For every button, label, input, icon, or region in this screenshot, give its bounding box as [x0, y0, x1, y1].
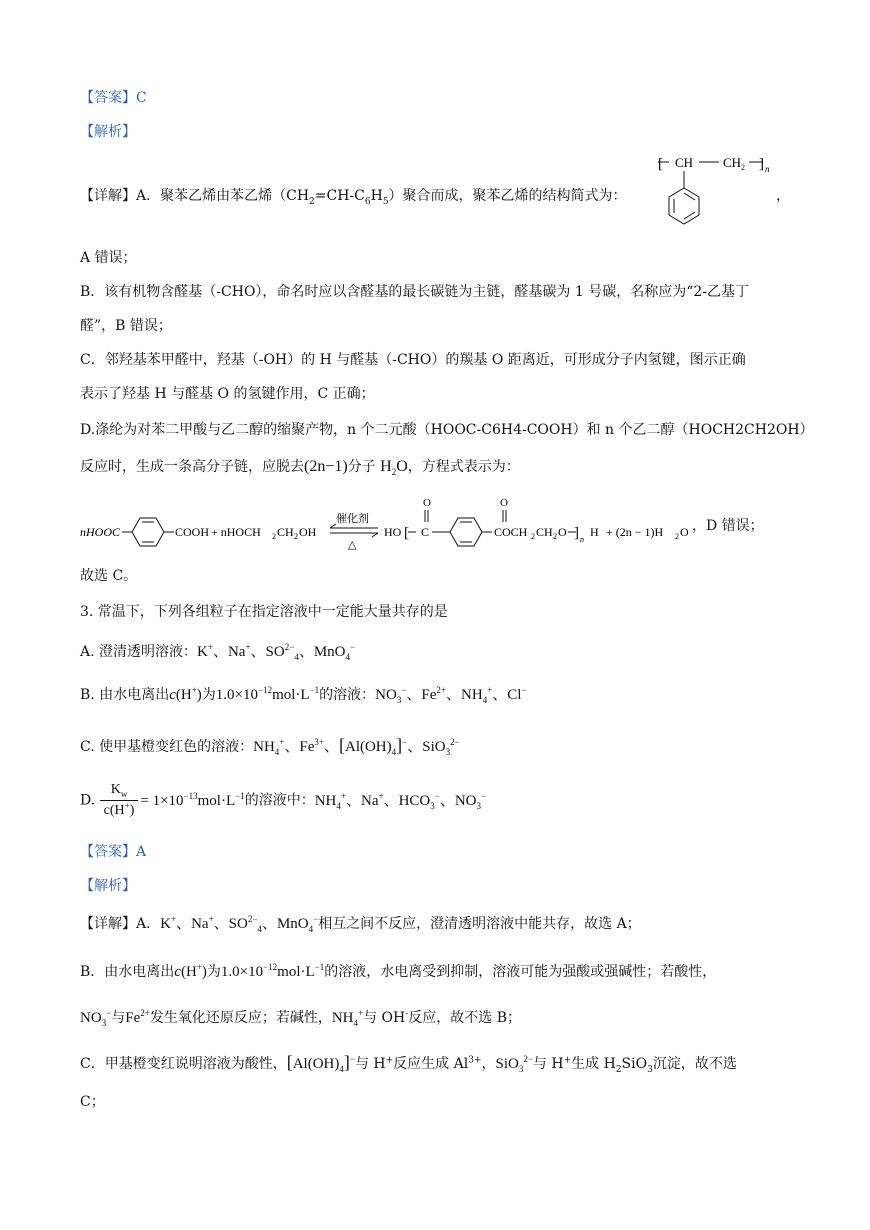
- svg-text:[: [: [404, 525, 409, 541]
- q3-stem: 3. 常温下，下列各组粒子在指定溶液中一定能大量共存的是: [80, 604, 448, 620]
- svg-text:+ (2n − 1)H: + (2n − 1)H: [606, 525, 664, 539]
- answer-value: C: [136, 90, 147, 106]
- svg-text:CH: CH: [536, 525, 553, 539]
- q3-answer-value: A: [136, 844, 147, 860]
- svg-text:OH: OH: [299, 525, 317, 539]
- answer-line: [80, 88, 147, 108]
- svg-text:2: 2: [294, 532, 298, 541]
- polycondensation-equation: [78, 492, 698, 554]
- svg-text:+ nHOCH: + nHOCH: [211, 525, 261, 539]
- q2-conclusion: 故选 C。: [80, 568, 138, 584]
- q3-answer-line: 【答案】A: [80, 844, 147, 860]
- svg-text:]: ]: [574, 525, 579, 541]
- q3-detail-a: 【详解】A．K+、Na+、$SO^{2-}_4$、MnO$_4$−相互之间不反应，澄清透明溶液中能共存，故选 A；: [80, 914, 641, 934]
- svg-text:2: 2: [675, 532, 679, 541]
- eq-tail: ，D 错误；: [692, 518, 764, 534]
- detail-d-line1: D.涤纶为对苯二甲酸与乙二醇的缩聚产物，n 个二元酸（HOOC-C6H4-COOH）和 n 个乙二醇（HOCH2CH2OH）: [80, 422, 814, 438]
- polymer-n: n: [765, 164, 770, 174]
- svg-text:2: 2: [553, 532, 557, 541]
- answer-tag: 【答案】: [80, 90, 136, 106]
- svg-text:n: n: [580, 535, 584, 544]
- q3-detail-b2: $NO_3^-$与$Fe^{2+}$发生氧化还原反应；若碱性，$NH_4^+$与 OH-反应，故不选 B；: [80, 1008, 522, 1028]
- detail-d-line2: 反应时，生成一条高分子链，应脱去(2n−1)分子 $H_2O$，方程式表示为：: [80, 458, 520, 478]
- detail-a-line2: A 错误；: [80, 250, 137, 266]
- svg-text:[: [: [658, 156, 663, 172]
- q3-option-b[interactable]: B. 由水电离出c(H+)为$1.0\times 10^{-12}mol\cdot L^{-1}$的溶液：$NO_3^-$、$Fe^{2+}$、$NH_4^+$、Cl−: [80, 685, 527, 705]
- svg-text:2: 2: [531, 532, 535, 541]
- svg-text:催化剂: 催化剂: [336, 513, 369, 525]
- svg-text:O: O: [558, 525, 567, 539]
- q3-analysis-tag: 【解析】: [80, 878, 136, 894]
- q3-detail-c2: C；: [80, 1094, 105, 1110]
- q3-detail-c: C．甲基橙变红说明溶液为酸性，$[Al(OH)_4]^-$与 H+反应生成 $Al^{3+}$，SiO$_3^{2-}$与 H+生成 $H_2SiO_3$沉淀，故不选: [80, 1052, 737, 1075]
- svg-text:△: △: [348, 539, 357, 551]
- detail-a-line: 【详解】A．聚苯乙烯由苯乙烯$(CH_2=CH-C_6H_5)$聚合而成，聚苯乙烯的结构简式为：: [80, 188, 627, 207]
- q3-option-d[interactable]: D. $\frac{K_w}{c(H^+)}$ = $1\times 10^{-13}mol\cdot L^{-1}$的溶液中：$NH_4^+$、Na+、$HCO_3^-$、$NO_3^-$: [80, 780, 486, 821]
- svg-text:O: O: [423, 497, 431, 509]
- svg-text:C: C: [421, 525, 430, 539]
- svg-text:2: 2: [272, 532, 276, 541]
- analysis-tag: 【解析】: [80, 124, 136, 140]
- svg-text:HO: HO: [384, 525, 402, 539]
- svg-text:]: ]: [759, 156, 764, 172]
- polymer-ch: CH: [675, 155, 694, 170]
- polystyrene-structure: [655, 148, 775, 238]
- detail-b-line2: 醛”，B 错误；: [80, 318, 172, 334]
- svg-text:2: 2: [741, 163, 745, 172]
- svg-text:H: H: [590, 525, 599, 539]
- svg-text:O: O: [500, 497, 508, 509]
- detail-c-line2: 表示了羟基 H 与醛基 O 的氢键作用，C 正确；: [80, 386, 375, 402]
- detail-c-line1: C．邻羟基苯甲醛中，羟基（-OH）的 H 与醛基（-CHO）的羰基 O 距离近，可形成分子内氢键，图示正确: [80, 352, 746, 368]
- svg-text:nHOOC: nHOOC: [80, 525, 121, 539]
- svg-text:COOH: COOH: [175, 525, 210, 539]
- a-comma: ，: [776, 188, 790, 204]
- polymer-ch2: CH: [723, 155, 742, 170]
- svg-text:CH: CH: [277, 525, 294, 539]
- svg-text:COCH: COCH: [494, 525, 528, 539]
- detail-b-line1: B．该有机物含醛基（-CHO），命名时应以含醛基的最长碳链为主链，醛基碳为 1 号碳，名称应为“2-乙基丁: [80, 284, 750, 300]
- q3-detail-b: B．由水电离出c(H+)为$1.0\times 10^{-12}mol\cdot L^{-1}$的溶液，水电离受到抑制，溶液可能为强酸或强碱性；若酸性，: [80, 962, 717, 980]
- q3-option-c[interactable]: C. 使甲基橙变红色的溶液：$NH_4^+$、$Fe^{3+}$、$[Al(OH)_4]^-$、SiO$_3^{2-}$: [80, 735, 460, 757]
- kw-fraction: $\frac{K_w}{c(H^+)}$: [100, 780, 139, 821]
- svg-text:O: O: [680, 525, 689, 539]
- q3-option-a[interactable]: A. 澄清透明溶液：K+、Na+、$SO^{2-}_4$、MnO$_4$−: [80, 642, 356, 662]
